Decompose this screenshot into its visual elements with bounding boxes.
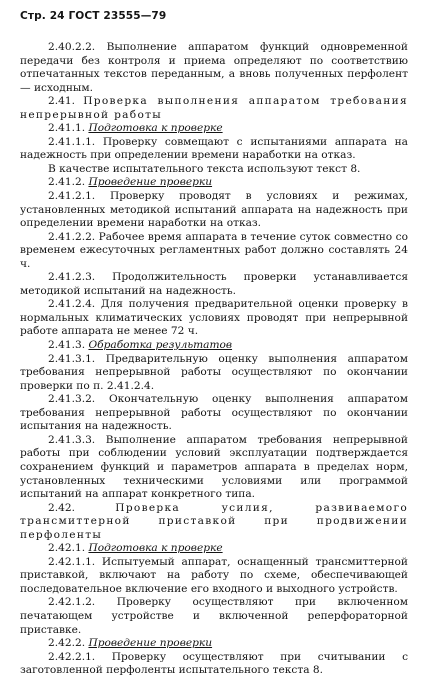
paragraph: 2.40.2.2. Выполнение аппаратом функций одновременной передачи без контроля и приема определяют по соответствию отпечатанных текстов переданным, а вновь полученных перфолент — исходным. xyxy=(20,41,408,94)
paragraph: 2.42.1.1. Испытуемый аппарат, оснащенный трансмиттерной приставкой, включают на работу по схеме, обеспечивающей последовательное включение его входного и выходного устройств. xyxy=(20,555,408,595)
page-header: Стр. 24 ГОСТ 23555—79 xyxy=(20,10,167,22)
paragraph: В качестве испытательного текста используют текст 8. xyxy=(48,162,361,175)
section-title: Проверка усилия, развиваемого трансмиттерной приставкой при продвижении перфоленты xyxy=(20,501,408,541)
section-title: Подготовка к проверке xyxy=(88,542,223,555)
subsection-heading xyxy=(20,637,408,651)
section-title: Проведение проверки xyxy=(88,637,213,650)
section-title: Обработка результатов xyxy=(88,339,233,352)
section-number: 2.42.2. xyxy=(48,637,86,650)
subsection-heading xyxy=(20,339,408,353)
section-title: Подготовка к проверке xyxy=(88,122,223,135)
subsection-heading xyxy=(20,542,408,556)
paragraph: 2.41.2.3. Продолжительность проверки устанавливается методикой испытаний на надежность. xyxy=(20,271,408,297)
section-number: 2.42. xyxy=(48,501,75,514)
section-heading xyxy=(20,95,408,122)
section-number: 2.41.2. xyxy=(48,176,86,189)
paragraph: 2.41.2.2. Рабочее время аппарата в течение суток совместно со временем ежесуточных регламентных работ должно составлять 24 ч. xyxy=(20,230,408,270)
paragraph: 2.41.3.1. Предварительную оценку выполнения аппаратом требования непрерывной работы осуществляют по окончании проверки по п. 2.41.2.4. xyxy=(20,352,408,392)
document-body xyxy=(20,41,408,678)
paragraph: 2.41.1.1. Проверку совмещают с испытаниями аппарата на надежность при определении времени наработки на отказ. xyxy=(20,135,408,162)
section-title: Проведение проверки xyxy=(88,176,213,189)
paragraph: 2.42.2.1. Проверку осуществляют при считывании с заготовленной перфоленты испытательного текста 8. xyxy=(20,650,408,677)
section-number: 2.41.1. xyxy=(48,122,86,135)
section-number: 2.41.3. xyxy=(48,339,86,352)
subsection-heading xyxy=(20,176,408,190)
section-number: 2.42.1. xyxy=(48,542,86,555)
section-number: 2.41. xyxy=(48,95,75,108)
paragraph: 2.41.2.4. Для получения предварительной оценки проверку в нормальных климатических условиях проводят при непрерывной работе аппарата не менее 72 ч. xyxy=(20,298,408,338)
paragraph: 2.41.3.2. Окончательную оценку выполнения аппаратом требования непрерывной работы осуществляют по окончании испытания на надежность. xyxy=(20,393,408,433)
paragraph: 2.41.3.3. Выполнение аппаратом требования непрерывной работы при соблюдении условий эксплуатации подтверждается сохранением функций и параметров аппарата в пределах норм, установленных техническими условиями или программой испытаний на аппарат конкретного типа. xyxy=(20,433,408,501)
paragraph: 2.41.2.1. Проверку проводят в условиях и режимах, установленных методикой испытаний аппарата на надежность при определении времени наработки на отказ. xyxy=(20,190,408,230)
paragraph: 2.42.1.2. Проверку осуществляют при включенном печатающем устройстве и включенной реперфораторной приставке. xyxy=(20,596,408,636)
subsection-heading xyxy=(20,122,408,136)
section-title: Проверка выполнения аппаратом требования непрерывной работы xyxy=(20,95,409,121)
section-heading xyxy=(20,502,408,543)
